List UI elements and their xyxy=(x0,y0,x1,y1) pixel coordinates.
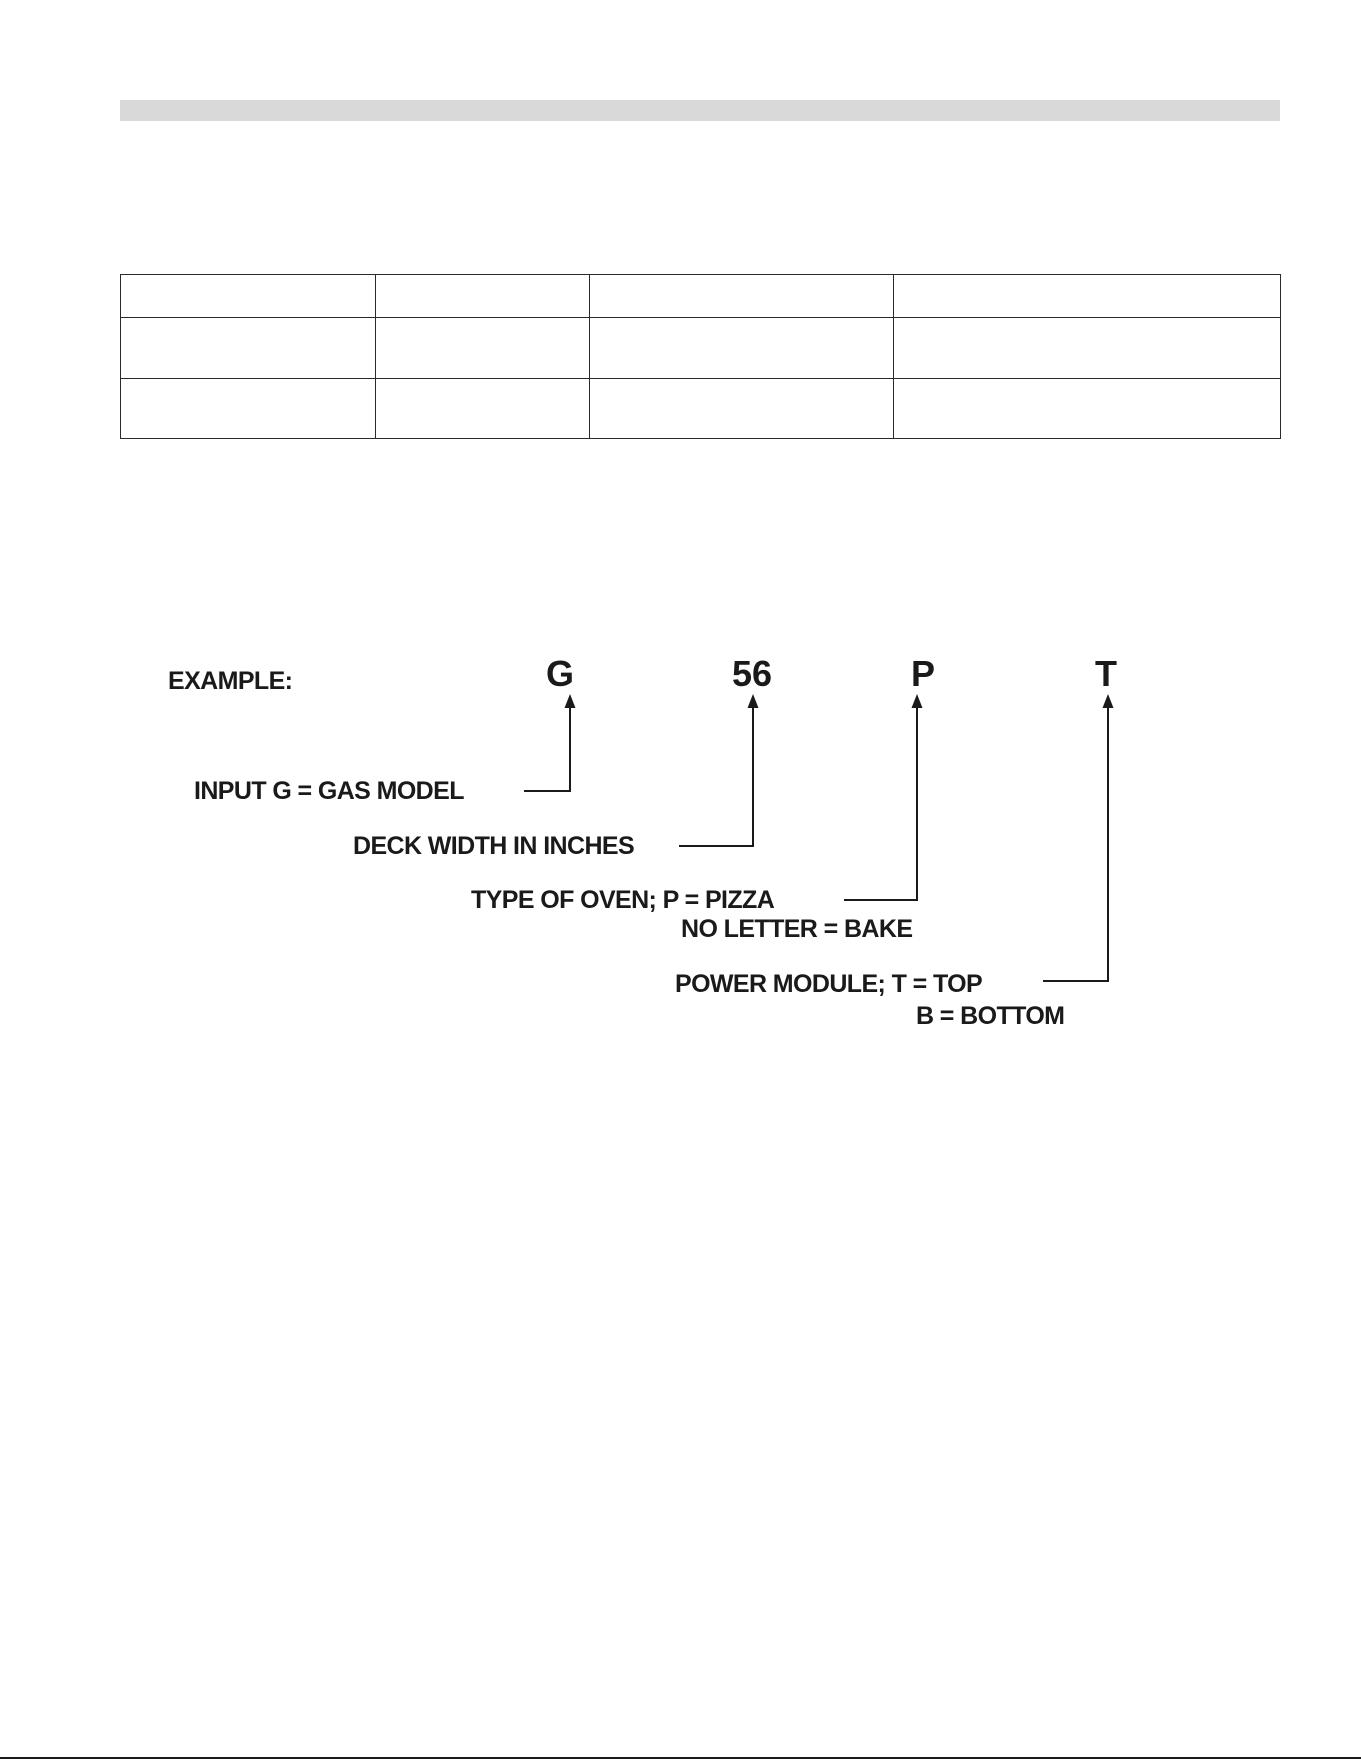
arrow-width-icon xyxy=(748,694,759,708)
legend-power-line1: POWER MODULE; T = TOP xyxy=(675,970,983,998)
leader-power xyxy=(1043,706,1108,981)
legend-power-line2: B = BOTTOM xyxy=(916,1002,1065,1030)
legend-deck-width: DECK WIDTH IN INCHES xyxy=(353,832,635,860)
code-type: P xyxy=(910,653,936,694)
arrow-gas-icon xyxy=(565,694,576,708)
arrow-power-icon xyxy=(1103,694,1114,708)
legend-type-line2: NO LETTER = BAKE xyxy=(681,915,913,943)
legend-type-line1: TYPE OF OVEN; P = PIZZA xyxy=(471,886,775,914)
arrow-type-icon xyxy=(912,694,923,708)
code-power: T xyxy=(1095,653,1117,694)
example-heading: EXAMPLE: xyxy=(168,667,293,695)
legend-input: INPUT G = GAS MODEL xyxy=(194,777,464,805)
leader-gas xyxy=(524,706,570,791)
leader-width xyxy=(679,706,753,846)
leader-type xyxy=(844,706,917,900)
code-width: 56 xyxy=(731,653,773,694)
code-gas: G xyxy=(545,653,575,694)
footer-line xyxy=(0,1757,1361,1759)
